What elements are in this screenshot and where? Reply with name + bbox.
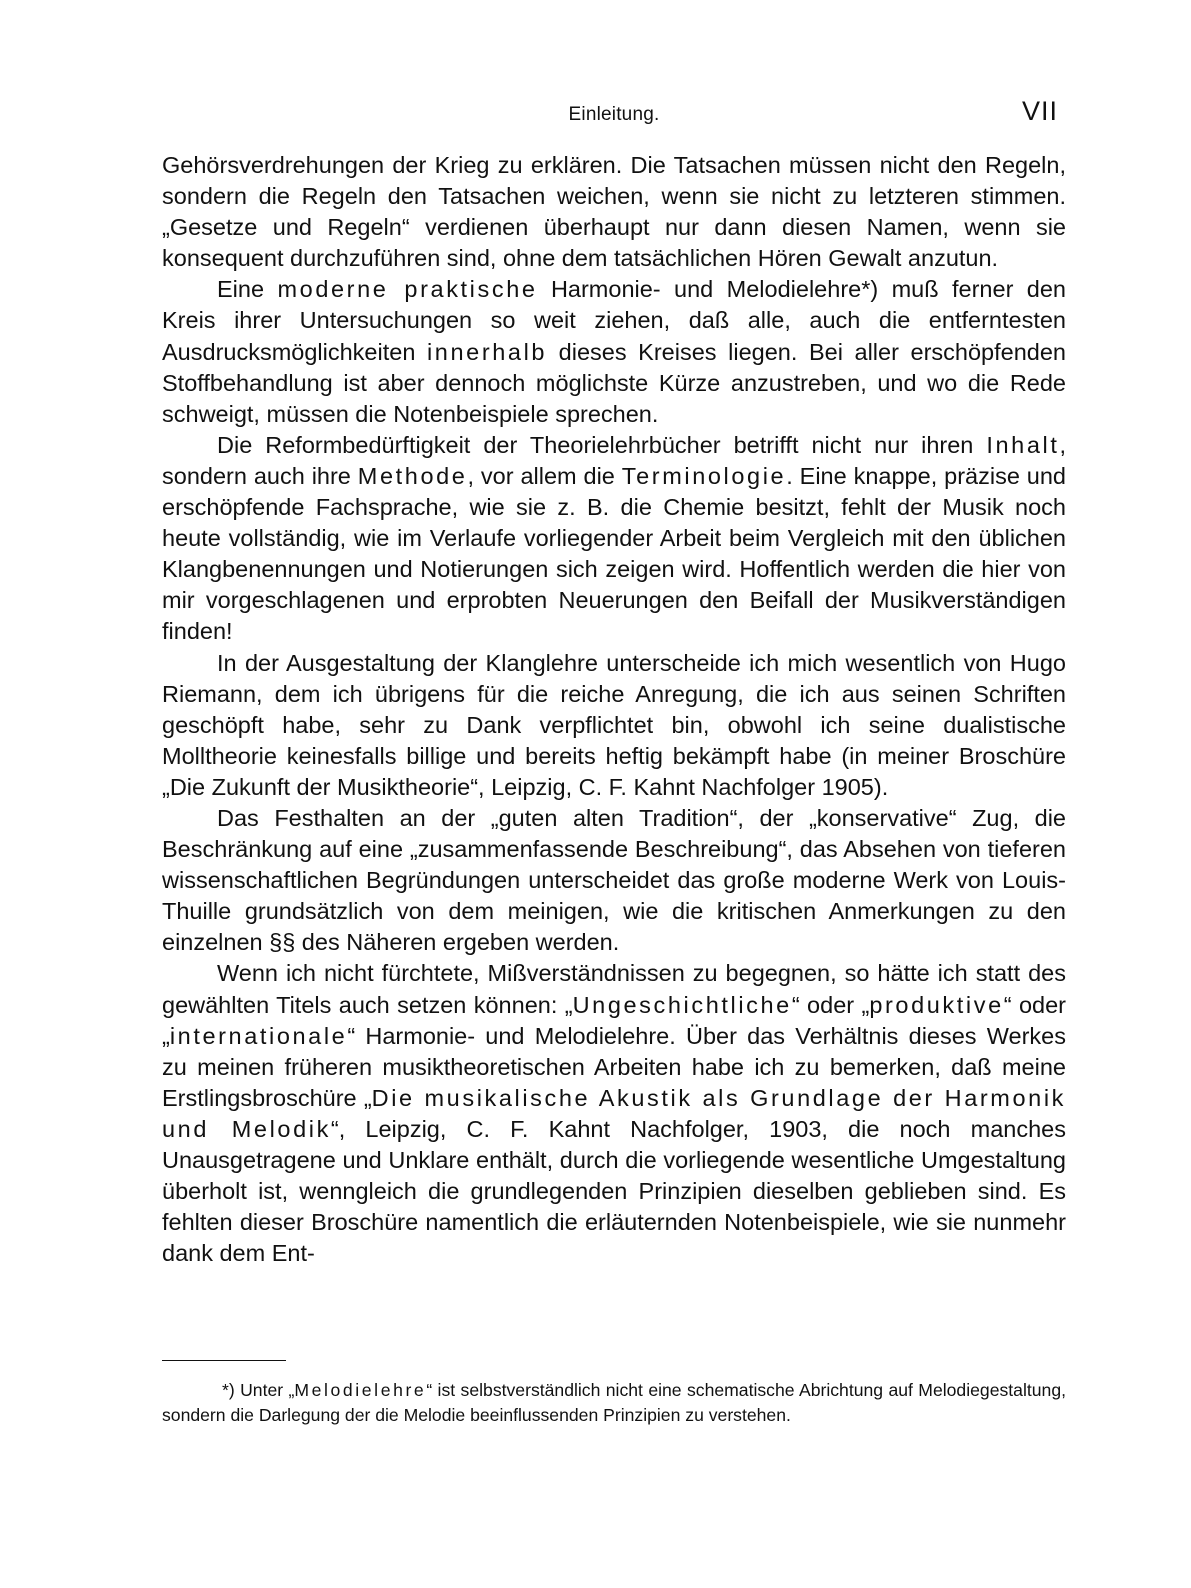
body-text (162, 150, 1066, 1269)
paragraph-5: Das Festhalten an der „guten alten Tradition“, der „konservative“ Zug, die Beschränkung auf eine „zusammenfassende Beschreibung“, das Absehen von tieferen wissenschaftlichen Begründungen unterscheidet das große moderne Werk von Louis-Thuille grundsätzlich von dem meinigen, wie die kritischen Anmerkungen zu den einzelnen §§ des Näheren ergeben werden. (162, 804, 1066, 956)
paragraph-3-part-g: . Eine knappe, präzise und erschöpfende Fachsprache, wie sie z. B. die Chemie besitzt, fehlt der Musik noch heute vollständig, wie im Verlaufe vorliegender Arbeit beim Vergleich mit den üblichen Klangbenennungen und Notierungen sich zeigen wird. Hoffentlich werden die hier von mir vorgeschlagenen und erprobten Neuerungen den Beifall der Musikverständigen finden! (162, 462, 1067, 645)
spaced-emphasis: produktive (869, 991, 1004, 1018)
paragraph-2 (162, 274, 1066, 429)
spaced-emphasis: internationale (169, 1022, 348, 1049)
running-title: Einleitung. (568, 104, 660, 125)
paragraph-3 (162, 430, 1066, 648)
paragraph-6 (162, 958, 1066, 1269)
paragraph-6-part-g: “ Harmonie- und Melodielehre. Über das Verhältnis dieses Werkes zu meinen früheren musiktheoretischen Arbeiten habe ich zu bemerken, daß meine Erstlingsbroschüre „ (162, 1022, 1066, 1111)
spaced-emphasis: Melodielehre (294, 1380, 427, 1400)
paragraph-3-part-c: , sondern auch ihre (162, 431, 1066, 489)
spaced-emphasis: Terminologie (621, 462, 787, 489)
footnote-part-a: *) Unter „ (222, 1380, 295, 1400)
paragraph-4: In der Ausgestaltung der Klanglehre unterscheide ich mich wesentlich von Hugo Riemann, dem ich übrigens für die reiche Anregung, die ich aus seinen Schriften geschöpft habe, sehr zu Dank verpflichtet bin, obwohl ich seine dualistische Molltheorie keinesfalls billige und bereits heftig bekämpft habe (in meiner Broschüre „Die Zukunft der Musiktheorie“, Leipzig, C. F. Kahnt Nachfolger 1905). (162, 649, 1066, 800)
paragraph-6-part-i: “, Leipzig, C. F. Kahnt Nachfolger, 1903, die noch manches Unausgetragene und Unklare enthält, durch die vorliegende wesentliche Umgestaltung überholt ist, wenngleich die grundlegenden Prinzipien dieselben geblieben sind. Es fehlten dieser Broschüre namentlich die erläuternden Notenbeispiele, wie sie nunmehr dank dem Ent- (162, 1115, 1066, 1267)
footnote-part-c: “ ist selbstverständlich nicht eine schematische Abrichtung auf Melodiegestaltung, sondern die Darlegung der die Melodie beeinflussenden Prinzipien zu verstehen. (162, 1380, 1066, 1425)
paragraph-6-part-c: “ oder „ (791, 991, 870, 1018)
paragraph-3-part-a: Die Reformbedürftigkeit der Theorielehrbücher betrifft nicht nur ihren (217, 431, 987, 458)
page-number: VII (1021, 96, 1058, 126)
spaced-emphasis: Methode (357, 462, 468, 489)
spaced-emphasis: Inhalt (986, 431, 1060, 458)
paragraph-2-part-e: dieses Kreises liegen. Bei aller erschöpfenden Stoffbehandlung ist aber dennoch möglichste Kürze anzustreben, und wo die Rede schweigt, müssen die Notenbeispiele sprechen. (162, 338, 1066, 427)
paragraph-2-part-c: Harmonie- und Melodielehre*) muß ferner den Kreis ihrer Untersuchungen so weit ziehen, daß alle, auch die entferntesten Ausdrucksmöglichkeiten (162, 276, 1067, 365)
spaced-emphasis: moderne praktische (277, 276, 538, 303)
page-header (162, 96, 1066, 136)
paragraph-6-part-e: “ oder „ (162, 991, 1066, 1049)
spaced-emphasis: innerhalb (426, 338, 548, 365)
paragraph-6-part-a: Wenn ich nicht fürchtete, Mißverständnissen zu begegnen, so hätte ich statt des gewählten Titels auch setzen können: „ (162, 960, 1066, 1018)
spaced-emphasis: Ungeschichtliche (572, 991, 792, 1018)
footnote-divider (162, 1360, 286, 1361)
paragraph-3-part-e: , vor allem die (467, 462, 622, 489)
footnote (162, 1378, 1066, 1428)
spaced-emphasis: Die musikalische Akustik als Grundlage der Harmonik und Melodik (162, 1084, 1066, 1142)
paragraph-2-part-a: Eine (217, 276, 265, 303)
paragraph-1: Gehörsverdrehungen der Krieg zu erklären. Die Tatsachen müssen nicht den Regeln, sondern die Regeln den Tatsachen weichen, wenn sie nicht zu letzteren stimmen. „Gesetze und Regeln“ verdienen überhaupt nur dann diesen Namen, wenn sie konsequent durchzuführen sind, ohne dem tatsächlichen Hören Gewalt anzutun. (162, 152, 1066, 272)
